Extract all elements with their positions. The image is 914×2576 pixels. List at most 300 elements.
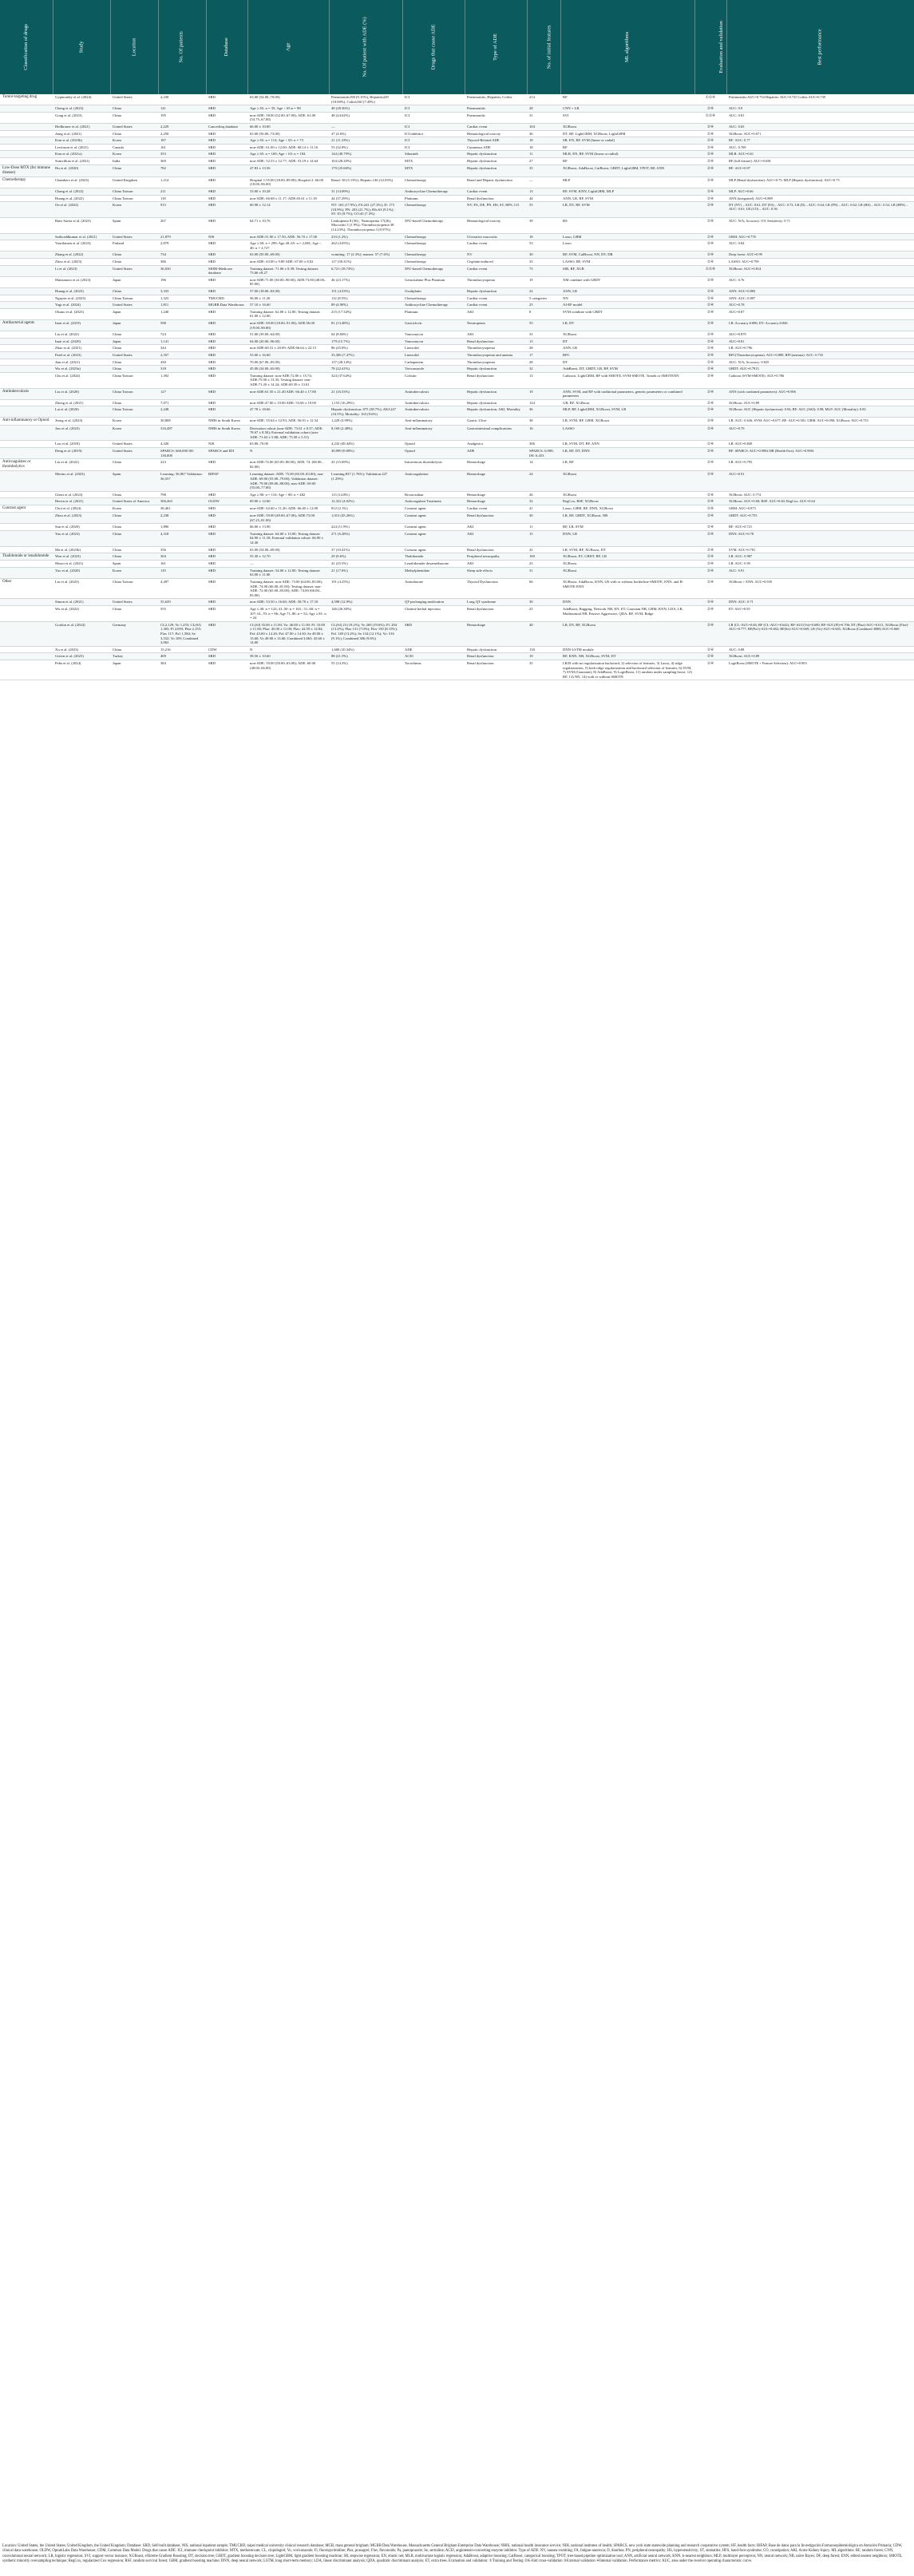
table-cell: 53 (32.9%) (329, 144, 402, 151)
table-cell: Pneumonitis (465, 112, 527, 123)
table-row (0, 653, 914, 660)
table-cell: XGBoost (560, 561, 694, 568)
table-cell: NN (560, 295, 694, 302)
table-cell (0, 567, 53, 578)
table-cell: Wu et al. (2023a) (53, 366, 110, 373)
table-cell: RF (560, 144, 694, 151)
table-cell (0, 530, 53, 546)
table-cell: ②④ (694, 176, 726, 188)
table-cell: ②④ (694, 512, 726, 523)
table-cell: China (110, 491, 158, 498)
table-cell: BIFAP (206, 471, 247, 491)
table-cell: Jiang et al. (2021) (53, 130, 110, 137)
table-cell: Renal dysfunction (465, 605, 527, 621)
table-cell: Spain (110, 561, 158, 568)
table-cell: Lasso, GBM (560, 233, 694, 240)
table-cell: SRD (206, 240, 247, 252)
table-cell: 1,392 (158, 372, 206, 388)
table-cell: 7,071 (158, 399, 206, 406)
table-cell: Rivaroxaban (402, 491, 465, 498)
table-cell: Catboost, LightGBM, RF with SMOTE, SVM-SMOTE, Tomek or SMOTENN (560, 372, 694, 388)
table-cell: 223 (158, 459, 206, 471)
table-cell: 8,169 (2.48%) (329, 425, 402, 441)
table-cell: 2,230 (158, 94, 206, 105)
table-cell: 31 (527, 567, 560, 578)
table-cell: Chemotherapy (402, 240, 465, 252)
table-cell: ②④ (694, 252, 726, 259)
table-cell: 64.00 (20.00–96.00) (247, 338, 329, 345)
table-cell: LR: AUC=0.795 (726, 459, 914, 471)
table-cell (0, 447, 53, 458)
table-cell: ②④ (694, 351, 726, 359)
table-cell: China (110, 259, 158, 266)
column-header (726, 0, 914, 94)
table-cell: CDW (206, 646, 247, 653)
table-cell: Thrombocytopenia (465, 359, 527, 366)
table-cell: 2,248 (158, 406, 206, 418)
table-cell: 384 (158, 660, 206, 680)
table-cell: — (247, 561, 329, 568)
table-cell: ICI (402, 137, 465, 145)
table-cell: United States (110, 302, 158, 309)
table-cell: Sun et al. (2020) (53, 524, 110, 531)
table-cell: Cardiac event (465, 295, 527, 302)
table-cell: ANN, LR (560, 288, 694, 295)
table-cell: United States (110, 265, 158, 276)
table-cell: Zhou et al. (2023) (53, 512, 110, 523)
table-cell: 36 (527, 130, 560, 137)
table-cell: AUC=0.78 (726, 302, 914, 309)
table-cell: ②④ (694, 553, 726, 561)
table-cell: Hemorrhage (465, 471, 527, 491)
table-cell: ②④ (694, 105, 726, 113)
column-header-label: Database (224, 38, 230, 57)
column-header-label: ML algorithms (624, 31, 631, 63)
table-row (0, 425, 914, 441)
table-cell: Renal dysfunction (465, 653, 527, 660)
table-cell: Kim et al. (2021a) (53, 151, 110, 158)
table-cell: 113 (14.8%) (329, 491, 402, 498)
table-cell: non-ADE: 63.00 ± 9.89 ADE: 67.00 ± 8.02 (247, 259, 329, 266)
table-cell: Japan (110, 308, 158, 319)
table-cell: ②④ (694, 144, 726, 151)
table-cell: Baez Sarria et al. (2023) (53, 217, 110, 233)
table-cell: ICI (402, 144, 465, 151)
table-cell: China Taiwan (110, 372, 158, 388)
table-cell (0, 295, 53, 302)
table-cell (0, 217, 53, 233)
table-cell: Spain (110, 471, 158, 491)
table-cell: Hepatic dysfunction (465, 157, 527, 164)
table-cell: RF: AUC=0.721 (726, 524, 914, 531)
table-cell: Xu et al. (2023) (53, 646, 110, 653)
table-cell: Age ≥ 80: n = 116; Age < 80: n = 482 (247, 491, 329, 498)
table-cell: 118 (158, 195, 206, 202)
table-cell: LASSO, RF, SVM (560, 259, 694, 266)
table-cell: ②④ (694, 345, 726, 352)
table-cell: Liu et al. (2020) (53, 388, 110, 399)
table-cell: Chu et al. (2024) (53, 372, 110, 388)
table-cell: GBM: AUC=0.873 (726, 505, 914, 512)
table-cell: DT (NV) – AUC: 0.61; DT (FA) – AUC: 0.73; LR (D) – AUC: 0.64; LR (PN) – AUC: 0.62; LR (HS) – AUC: 0.52; LR (HFS) – AUC: 0.61; LR (CO) – AUC: 0.56 (726, 202, 914, 218)
table-cell: China (110, 112, 158, 123)
table-cell: LASSO (560, 425, 694, 441)
table-cell: Matsumoto et al. (2023) (53, 276, 110, 287)
table-cell: Age ≤ 40: n = 123; 41–50: n = 163 ; 51–60: n = 107; 61–70: n = 86; Age 71–80: n = 52; Age ≥ 81: n = 24 (247, 605, 329, 621)
table-cell: China (110, 331, 158, 339)
table-cell: AdaBoost, Bagging, Network NB, EN, ET, Gaussian NB, GBM, KNN, LDA, LR, Multinomial NB, Passive Aggressive, QDA, RF, SVM, Ridge (560, 605, 694, 621)
table-cell: Liu et al. (2022) (53, 331, 110, 339)
table-cell: China (110, 366, 158, 373)
table-cell: Long QT syndrome (465, 599, 527, 606)
table-cell: XGBoost, AdaBoost, CatBoost, GBDT, LightGBM, TPOT, RF, ANN (560, 164, 694, 176)
table-cell: SRD (206, 491, 247, 498)
table-cell: ②④ (694, 157, 726, 164)
table-cell (0, 561, 53, 568)
table-cell: Analgesics (465, 441, 527, 448)
table-cell: 32 (527, 498, 560, 505)
table-cell: GBDT: AUC=0.755 (726, 512, 914, 523)
table-cell: Hepatic dysfunction (465, 288, 527, 295)
table-cell (0, 345, 53, 352)
table-cell: SRD (206, 195, 247, 202)
table-cell: ②④ (694, 530, 726, 546)
table-cell: 63.00 (50.00–69.00) (247, 252, 329, 259)
table-cell: 30,999 (9.09%) (329, 447, 402, 458)
table-cell: SRD (206, 202, 247, 218)
table-cell: ②④ (694, 418, 726, 425)
table-cell: Liu et al. (2022) (53, 459, 110, 471)
table-cell: 47.78 ± 18.66 (247, 406, 329, 418)
table-cell: Lenalidomide dexamethasone (402, 561, 465, 568)
table-cell: SEER-Medicare database (206, 265, 247, 276)
table-cell: SR, EN, RF, SVM (linear or radial) (560, 137, 694, 145)
table-cell: MGBB Data Warehouse (206, 302, 247, 309)
table-cell: Thrombocytopenia and anemia (465, 351, 527, 359)
table-row (0, 505, 914, 512)
table-cell: Opioid (402, 447, 465, 458)
table-cell: Age ≥ 65: n = 169; Age < 65: n = 184 (247, 151, 329, 158)
table-cell: 2,229 (158, 123, 206, 130)
table-cell (0, 524, 53, 531)
table-cell: 179 (15.7%) (329, 338, 402, 345)
table-cell: ADE (402, 646, 465, 653)
table-cell: 64.71 ± 10.76 (247, 217, 329, 233)
table-cell: ②④ (694, 447, 726, 458)
table-cell: 215 (17.34%) (329, 308, 402, 319)
table-cell: Carbapenem (402, 359, 465, 366)
table-cell: 24 (527, 471, 560, 491)
table-cell: Liu et al. (2023) (53, 579, 110, 599)
table-cell: CL(SJ) 23 (19.2%); Vo 269 (19.6%); Fl: 204 (13.2%); Plaz 131 (7.0%); Flav 150 (8.15%); Pa1 149 (13.2%); Se 134 (12.1%); Vo: 516 (9.1%); Combined 306 (9.6%) (329, 621, 402, 646)
table-cell: DT (560, 359, 694, 366)
table-cell: 2,238 (158, 512, 206, 523)
table-cell: AdaBoost, DT, GBDT, LR, RF, SVM (560, 366, 694, 373)
table-cell: LR, RF, DT, DNN (560, 447, 694, 458)
table-cell: LR: AUC: 0.987 (726, 553, 914, 561)
table-cell: 47 (4.6%) (329, 130, 402, 137)
study-table (0, 0, 914, 680)
table-cell: China (110, 546, 158, 553)
table-cell: Learning: 56,967 Validation: 36,557 (158, 471, 206, 491)
table-cell: China (110, 252, 158, 259)
table-cell: SRD (206, 217, 247, 233)
table-row (0, 276, 914, 287)
table-cell: SRD (206, 130, 247, 137)
table-cell: Contrast agent (402, 546, 465, 553)
table-cell: AKI (465, 331, 527, 339)
table-body (0, 94, 914, 680)
table-cell: RF, SVM, CatBoost, NN, DT, DR (560, 252, 694, 259)
table-cell: 104 (28.20%) (329, 157, 402, 164)
table-cell: ACEI (402, 653, 465, 660)
table-row (0, 105, 914, 113)
table-row (0, 295, 914, 302)
table-cell: ②④ (694, 123, 726, 130)
table-cell: Hemorrhage (465, 498, 527, 505)
table-cell: ICI inhibitor (402, 130, 465, 137)
table-cell: 211 (158, 188, 206, 195)
table-cell: LR/B with no regularization backward, 2) selection of features, 3) Lasso, 4) ridge regularization, 5) both ridge regularization and backward selection of features, 6) SVM, 7) SVM (Gaussian), 8) AdaBoost, 9) LogitBoost, 11) random under sampling boost, 12) RF, 13) NN, 14) with or without SMOTE (560, 660, 694, 680)
table-cell: 1,214 (158, 176, 206, 188)
table-cell: AKI (465, 530, 527, 546)
table-cell: 55 (527, 319, 560, 331)
table-row (0, 441, 914, 448)
table-cell: 430 (158, 359, 206, 366)
table-cell: Güven et al. (2023) (53, 653, 110, 660)
table-cell: Training dataset: 64.00 ± 13.00; Testing dataset: 64.90 ± 11.18; External validation cohort: 66.90 ± 14.30 (247, 530, 329, 546)
table-cell: Platinum (402, 308, 465, 319)
table-cell: Zhang et al. (2022) (53, 252, 110, 259)
table-cell: — (527, 176, 560, 188)
table-cell: United States (110, 447, 158, 458)
table-cell: SRD (206, 105, 247, 113)
table-cell: non-ADE: 66.68 ± 11.17; ADE:65.61 ± 11.39 (247, 195, 329, 202)
table-cell: 369 (158, 157, 206, 164)
table-cell: LR: Accuracy:0.886; DT: Accuracy:0.846 (726, 319, 914, 331)
table-cell: 41 (527, 505, 560, 512)
table-cell: ②④ (694, 359, 726, 366)
column-header (0, 0, 53, 94)
table-cell: Antituberculosis (402, 406, 465, 418)
table-cell: 13 (527, 188, 560, 195)
table-cell: SRD (206, 351, 247, 359)
table-row (0, 418, 914, 425)
column-header (110, 0, 158, 94)
table-cell: LR, SVM, DT, RF, ANN (560, 441, 694, 448)
table-cell: SRD (206, 567, 247, 578)
table-cell: Hemorrhage (465, 459, 527, 471)
table-cell: 1,013 (45.26%) (329, 512, 402, 523)
table-cell: 1,890 (158, 524, 206, 531)
table-cell: non-ADE:51.90 ± 17.50; ADE: 56.70 ± 17.00 (247, 233, 329, 240)
table-cell: AUC: 0.769 (726, 144, 914, 151)
table-row (0, 302, 914, 309)
column-header-label: Age (285, 42, 291, 52)
column-header-label: No. Of patients (179, 31, 185, 63)
table-cell: MLR, EN, RF, SVM (linear or radial) (560, 151, 694, 158)
table-cell: ②④ (694, 240, 726, 252)
table-cell: Cutaneous ADE (465, 144, 527, 151)
table-cell: LR, SVM, RF, XGBoost, DT (560, 546, 694, 553)
table-cell: 30,808 (158, 418, 206, 425)
table-cell: ②④ (694, 308, 726, 319)
table-cell: 41 (527, 546, 560, 553)
table-cell: ICI (402, 112, 465, 123)
table-cell (0, 399, 53, 406)
table-row (0, 359, 914, 366)
table-row (0, 265, 914, 276)
table-cell: 3,333 (158, 288, 206, 295)
table-cell: China (110, 399, 158, 406)
table-cell (0, 372, 53, 388)
table-row (0, 660, 914, 680)
table-cell: ②④ (694, 546, 726, 553)
table-cell: 316,487 (158, 425, 206, 441)
table-cell: non-ADE: 52.53 ± 12.77; ADE: 53.19 ± 14.64 (247, 157, 329, 164)
table-cell: 31 (14.69%) (329, 188, 402, 195)
table-cell: XGBoost: AUC: 0.774 (726, 491, 914, 498)
table-cell: Peripheral neuropathy (465, 553, 527, 561)
table-cell: Thrombocytopenia (465, 276, 527, 287)
table-cell: 137 (28.14%) (329, 359, 402, 366)
table-cell: Jian et al. (2021) (53, 359, 110, 366)
table-cell: Chemotherapy (402, 295, 465, 302)
table-cell: 179 (25.60%) (329, 164, 402, 176)
table-cell: 88 (21.5%) (329, 653, 402, 660)
table-cell: 86 (25.0%) (329, 345, 402, 352)
table-cell: United States (110, 599, 158, 606)
table-cell: United Kingdom (110, 176, 158, 188)
table-cell: Anti-inflammatory (402, 418, 465, 425)
table-cell: XGBoost: AUC=0.69; RSF: AUC=0.60; RegCox: AUC=0.64 (726, 498, 914, 505)
table-cell: non-ADE:71.00 (30.00–90.00); ADE:73.00 (48.00–85.00) (247, 276, 329, 287)
table-cell: China (110, 646, 158, 653)
table-cell: China (110, 512, 158, 523)
table-cell: Heilbroner et al. (2021) (53, 123, 110, 130)
table-cell: SRD (206, 406, 247, 418)
table-cell: Simon et al. (2021) (53, 599, 110, 606)
table-cell: RF: AUC=0.97 (726, 164, 914, 176)
column-header-label: Type of ADE (493, 34, 499, 61)
table-cell: DNN: AUC: 0.71 (726, 599, 914, 606)
table-cell: ANN, SVM, and RF with traditional parameters, genetic parameters or combined parameters (560, 388, 694, 399)
table-cell: GB, RF, XGBoost (560, 399, 694, 406)
table-cell: Leukopenia 8 (36) ; Neutropenia 17(26); Mucositis 5 (1.9%); Thrombocytopenia 38 (14.23%); Thrombocytopenia 3 (0.97%) (329, 217, 402, 233)
table-cell: Thyroid-Related ADE (465, 137, 527, 145)
table-cell: 141 (158, 105, 206, 113)
table-row (0, 491, 914, 498)
table-cell: 66.00 ± 10.00 (247, 123, 329, 130)
table-cell: ②④ (694, 217, 726, 233)
table-cell: XGBoost (560, 491, 694, 498)
table-cell: ②④ (694, 338, 726, 345)
table-cell: ①②④ (694, 265, 726, 276)
table-cell: MLP, RF, LightGBM, XGBoost, SVM, LR (560, 406, 694, 418)
table-cell: 4,232 (49.44%) (329, 441, 402, 448)
table-cell: Contrast agent (402, 530, 465, 546)
table-cell (0, 112, 53, 123)
column-header-label: Location (131, 38, 137, 57)
table-row (0, 144, 914, 151)
table-cell: Huang et al. (2023) (53, 288, 110, 295)
column-header (329, 0, 402, 94)
table-cell: 33 (527, 259, 560, 266)
table-cell: NHIS in South Korea (206, 418, 247, 425)
table-cell: 55 (14.3%) (329, 660, 402, 680)
table-cell: Finland (110, 240, 158, 252)
table-cell: ①②④ (694, 94, 726, 105)
table-cell: 318 (158, 366, 206, 373)
table-cell (0, 546, 53, 553)
table-cell: MTX (402, 157, 465, 164)
table-cell: Learning dataset: ADE: 75.00 (65.00–83.00); non-ADE: 69.00 (55.00–79.00); Validation dataset: ADE: 79.00 (09.00–88.00); non-ADE: 69.00 (55.00–77.00) (247, 471, 329, 491)
table-cell: Thalidomide (402, 553, 465, 561)
table-cell: 104 (527, 123, 560, 130)
table-cell: non-ADE: 58.00 (52.00–67.00); ADE: 61.00 (54.75–67.00) (247, 112, 329, 123)
column-header (465, 0, 527, 94)
table-cell (0, 471, 53, 491)
table-cell: Hepatic dysfunction, AKI, Mortality (465, 406, 527, 418)
table-cell: Catboost (SVM-SMOTE): AUC=0.786 (726, 372, 914, 388)
table-cell: 233 (1.2%) (329, 233, 402, 240)
table-cell: 78 (22.41%) (329, 366, 402, 373)
table-cell: Sathvaddkumar et al. (2021) (53, 233, 110, 240)
column-header-label: Classification of drugs (22, 24, 29, 70)
table-cell (0, 338, 53, 345)
table-row (0, 599, 914, 606)
table-cell: 18 (527, 144, 560, 151)
table-cell (0, 441, 53, 448)
column-header-label: Drugs that cause ADE (430, 24, 437, 70)
table-cell: XGBoost (560, 567, 694, 578)
table-cell: ②④ (694, 331, 726, 339)
table-cell: Anticoagulation (402, 471, 465, 491)
table-cell: SRD (206, 288, 247, 295)
table-cell: China (110, 105, 158, 113)
table-cell: RF, LR, SVM (560, 524, 694, 531)
table-row (0, 288, 914, 295)
table-cell: Chemotherapy (402, 233, 465, 240)
table-cell: Anthracycline Chemotherapy (402, 302, 465, 309)
table-cell: 37 (10.41%) (329, 546, 402, 553)
table-cell: Thalidomide or lenalidomide (0, 553, 53, 561)
table-cell: 30 (527, 252, 560, 259)
table-cell: Renal dysfunction (465, 546, 527, 553)
table-row (0, 553, 914, 561)
table-cell: 19 (527, 276, 560, 287)
table-cell: Age ≥ 65: n = 114; Age < 65: n = 73 (247, 137, 329, 145)
table-cell: 16 (527, 425, 560, 441)
table-cell: Neutropenia (465, 319, 527, 331)
table-cell: NHIS in South Korea (206, 425, 247, 441)
table-cell: Korea (110, 567, 158, 578)
table-cell: 12,322 (4.02%) (329, 498, 402, 505)
table-cell: Contrast agent (0, 505, 53, 512)
table-cell: XGBoost (560, 331, 694, 339)
table-cell: 1,229 (3.99%) (329, 418, 402, 425)
table-cell: Patel et al. (2023) (53, 351, 110, 359)
table-cell: 53 (527, 240, 560, 252)
table-cell: ②④ (694, 653, 726, 660)
table-cell (0, 137, 53, 145)
table-cell (0, 331, 53, 339)
table-cell: 70.00 (67.00–85.00) (247, 359, 329, 366)
table-cell: 127 (158, 388, 206, 399)
table-row (0, 157, 914, 164)
table-cell (0, 151, 53, 158)
table-cell: Cardiac event (465, 265, 527, 276)
